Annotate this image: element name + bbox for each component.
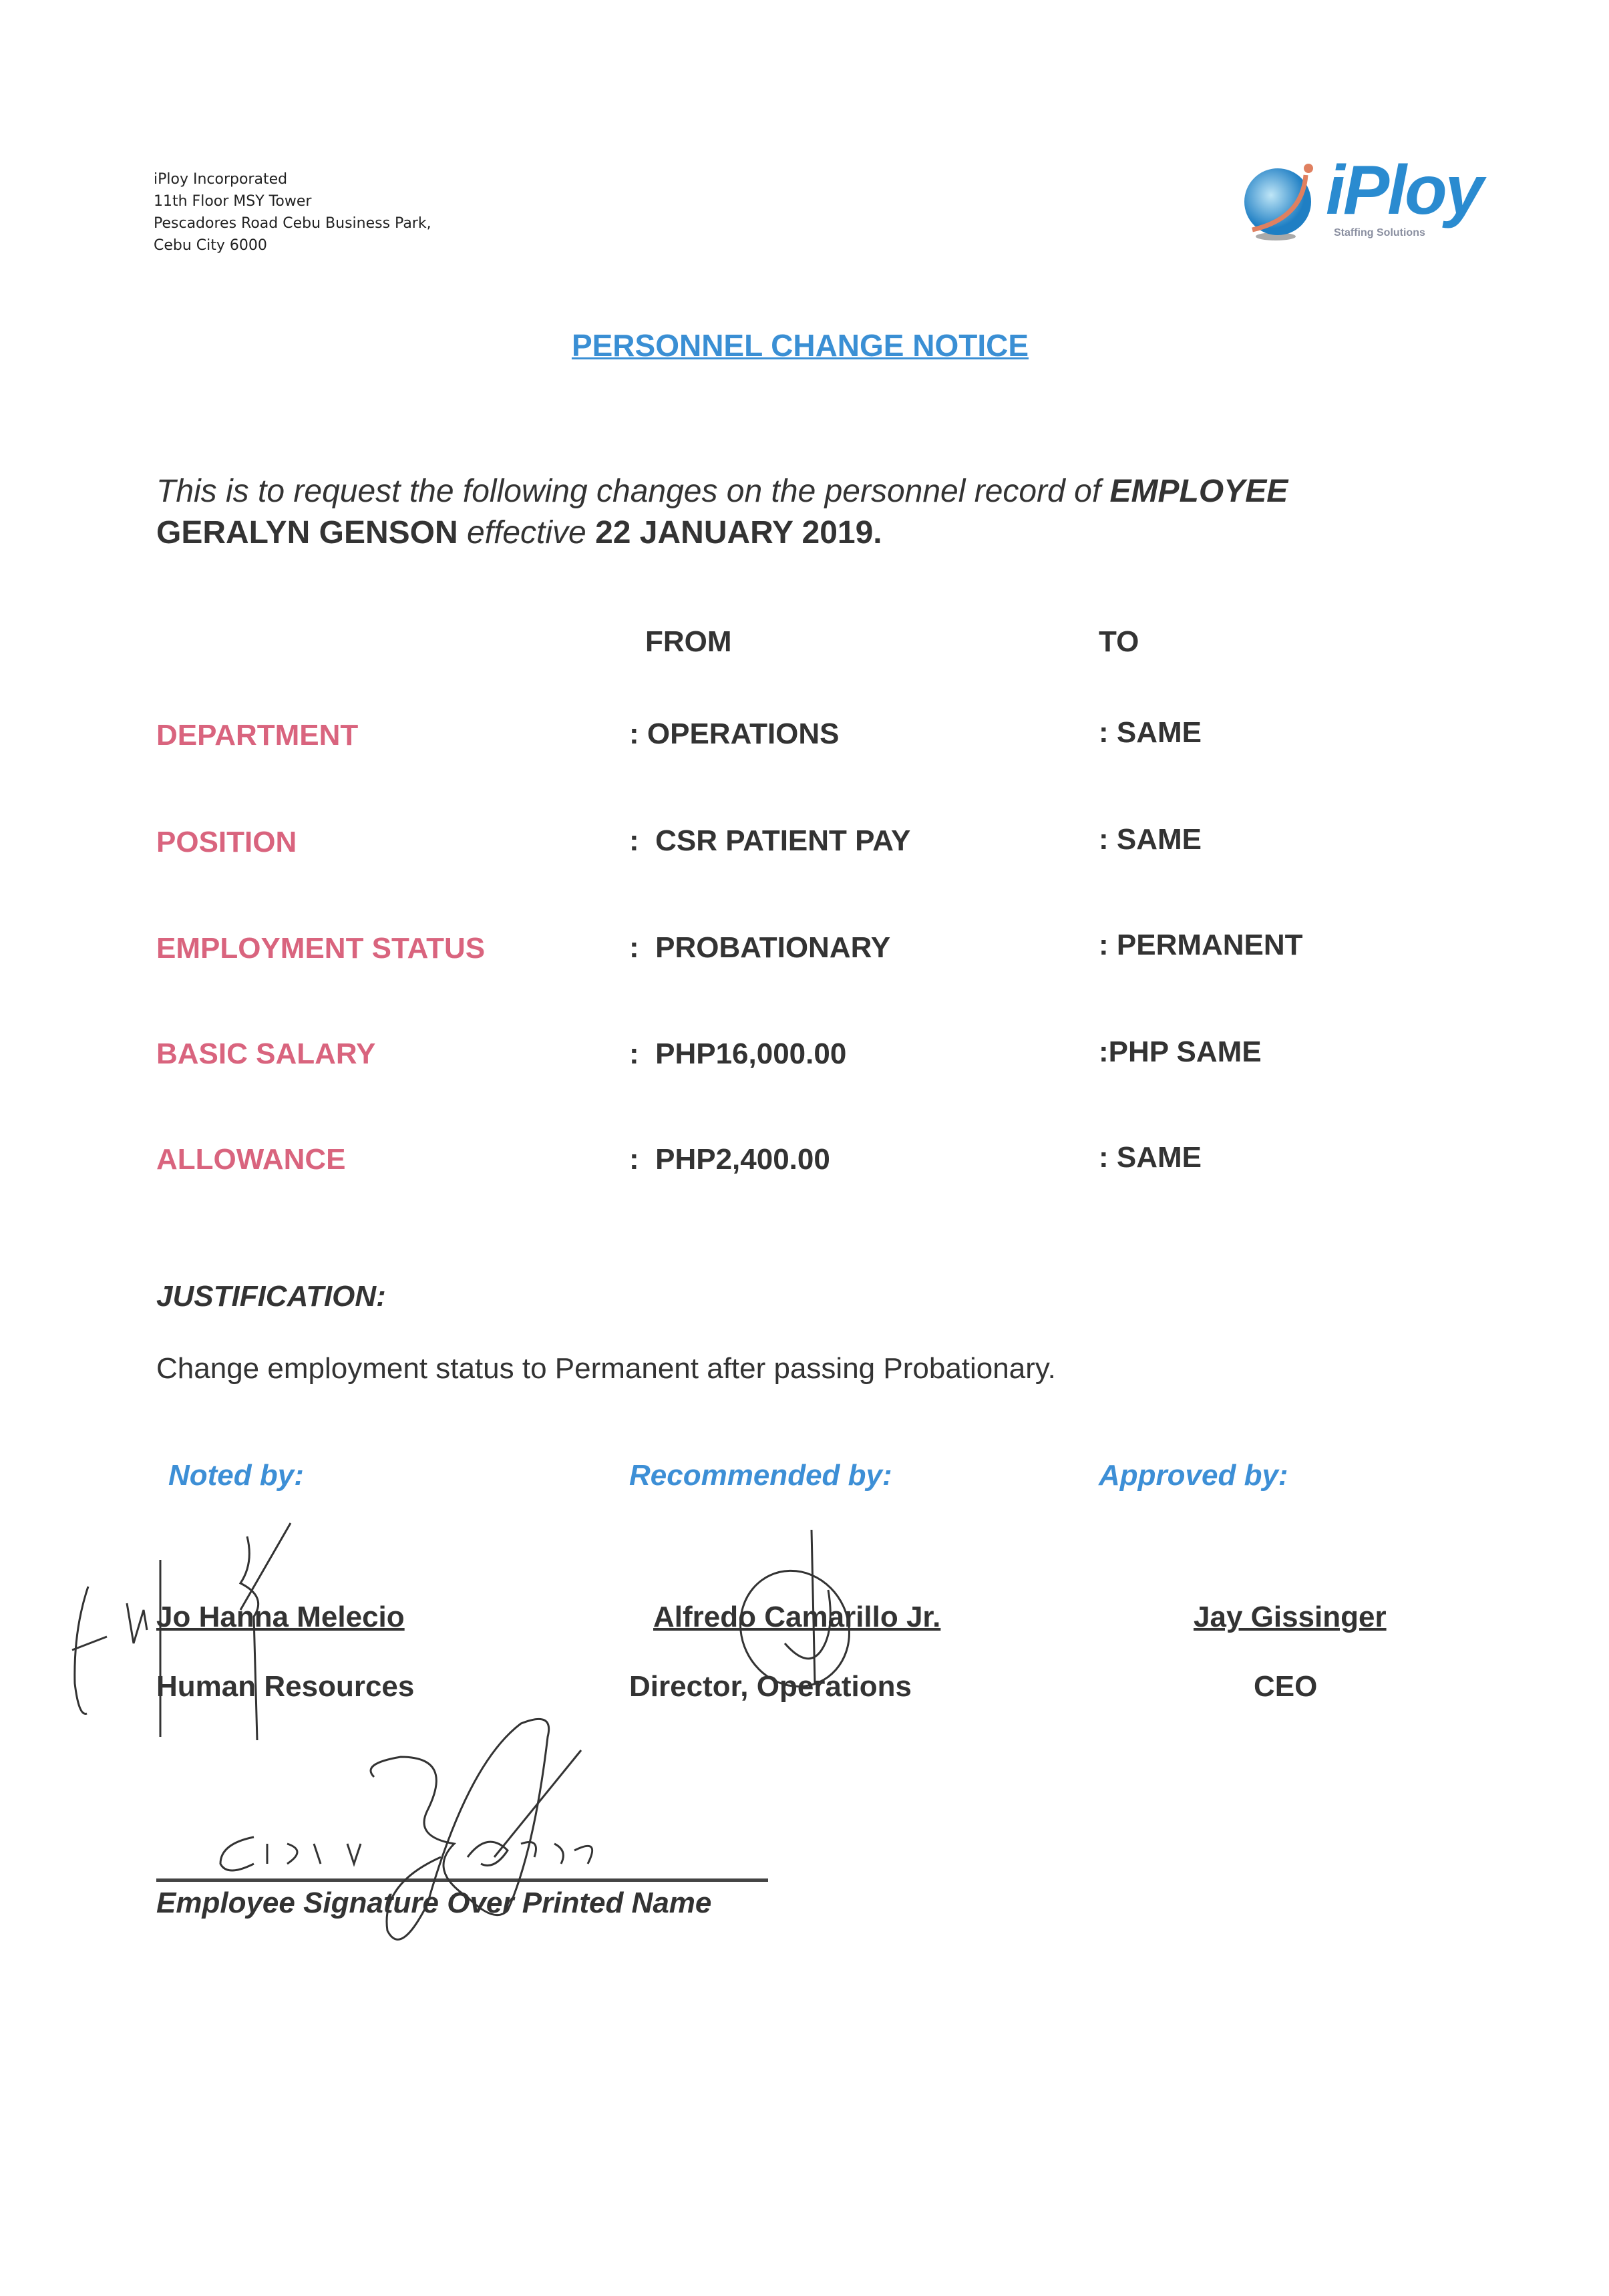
recommended-by-name: Alfredo Camarillo Jr. [653,1601,941,1633]
address-line: 11th Floor MSY Tower [154,193,312,210]
recommended-by-heading: Recommended by: [629,1459,892,1492]
row-to: : PERMANENT [1099,929,1303,961]
row-label: BASIC SALARY [156,1037,376,1070]
address-line: Cebu City 6000 [154,237,267,254]
approved-by-heading: Approved by: [1099,1459,1288,1492]
row-to: : SAME [1099,1141,1202,1174]
row-from: : OPERATIONS [629,717,840,750]
row-label: EMPLOYMENT STATUS [156,932,486,965]
noted-by-name: Jo Hanna Melecio [156,1601,405,1633]
row-to: : SAME [1099,823,1202,856]
row-label: POSITION [156,826,297,858]
row-to: :PHP SAME [1099,1035,1262,1068]
page-title: PERSONNEL CHANGE NOTICE [571,328,1029,363]
row-label: ALLOWANCE [156,1143,346,1176]
row-from: : PHP16,000.00 [629,1037,847,1070]
row-label: DEPARTMENT [156,719,359,752]
recommended-by-role: Director, Operations [629,1670,912,1703]
approved-by-role: CEO [1254,1670,1318,1703]
approved-by-name: Jay Gissinger [1194,1601,1387,1633]
recommended-by-signature [721,1530,868,1705]
row-from: : PHP2,400.00 [629,1143,830,1176]
employee-signature [220,1719,592,1939]
row-from: : CSR PATIENT PAY [629,824,911,857]
employee-signature-caption: Employee Signature Over Printed Name [156,1887,712,1919]
noted-by-heading: Noted by: [168,1459,304,1492]
employee-name: GERALYN GENSON [156,515,458,550]
to-header: TO [1099,625,1139,658]
from-header: FROM [645,625,732,658]
noted-by-signature [72,1523,291,1740]
logo-tagline: Staffing Solutions [1334,227,1425,238]
address-line: iPloy Incorporated [154,171,288,188]
row-from: : PROBATIONARY [629,931,891,964]
address-line: Pescadores Road Cebu Business Park, [154,215,431,232]
employee-label: EMPLOYEE [1109,474,1288,509]
noted-by-role: Human Resources [156,1670,415,1703]
effective-text: effective [458,515,596,550]
effective-date: 22 JANUARY 2019. [595,515,882,550]
justification-text: Change employment status to Permanent after passing Probationary. [156,1352,1056,1385]
row-to: : SAME [1099,716,1202,749]
intro-text: This is to request the following changes on the personnel record of [156,474,1110,509]
justification-heading: JUSTIFICATION: [156,1280,386,1313]
logo-text: iPloy [1326,152,1482,229]
